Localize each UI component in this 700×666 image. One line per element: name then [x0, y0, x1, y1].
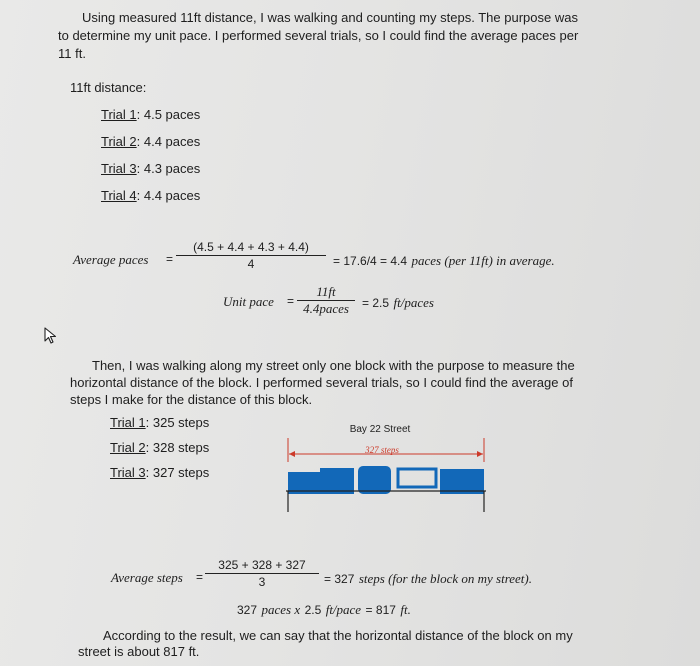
- trial-label: Trial 1: [101, 107, 137, 122]
- pace-trial-4: [101, 187, 200, 204]
- step-trial-3: [110, 464, 209, 481]
- street-block-diagram: [280, 418, 492, 516]
- arrow-left-head: [289, 451, 295, 457]
- trial-value: : 4.5 paces: [136, 107, 201, 122]
- calc-paces-x: paces x: [261, 602, 301, 617]
- distance-heading: 11ft distance:: [70, 80, 147, 95]
- avg-paces-result-text: paces (per 11ft) in average.: [411, 253, 555, 268]
- building-2: [320, 468, 354, 494]
- avg-steps-label: Average steps: [111, 570, 183, 585]
- building-3: [358, 466, 391, 494]
- avg-paces-label: Average paces: [73, 252, 149, 267]
- calc-result: = 817: [365, 603, 396, 617]
- intro-line-1: Using measured 11ft distance, I was walking and counting my steps. The purpose was: [82, 10, 578, 25]
- unit-pace-result-value: = 2.5: [362, 296, 390, 310]
- trial-value: : 325 steps: [145, 415, 210, 430]
- avg-steps-equals: =: [196, 570, 204, 584]
- steps-distance-label: 327 steps: [365, 445, 399, 455]
- trial-value: : 328 steps: [145, 440, 210, 455]
- calc-unit-pace: 2.5: [304, 603, 322, 617]
- avg-paces-fraction: [176, 239, 326, 272]
- street-name-label: Bay 22 Street: [349, 424, 411, 435]
- block-line-3: steps I make for the distance of this block.: [70, 392, 313, 407]
- avg-steps-fraction: [205, 557, 319, 590]
- conclusion-line-1: According to the result, we can say that the horizontal distance of the block on my: [103, 628, 573, 643]
- trial-label: Trial 3: [101, 161, 137, 176]
- pace-trial-1: [101, 106, 200, 123]
- trial-label: Trial 1: [110, 415, 146, 430]
- unit-pace-label: Unit pace: [223, 294, 274, 309]
- avg-steps-result: [324, 570, 532, 588]
- intro-line-3: 11 ft.: [58, 46, 86, 61]
- distance-calculation: [237, 601, 411, 619]
- calc-steps: 327: [237, 603, 258, 617]
- unit-pace-equals: =: [287, 294, 295, 308]
- fraction-denominator: 4.4paces: [303, 301, 349, 316]
- step-trial-1: [110, 414, 209, 431]
- trial-value: : 327 steps: [145, 465, 210, 480]
- fraction-denominator: 3: [258, 575, 266, 589]
- pace-trial-2: [101, 133, 200, 150]
- trial-label: Trial 4: [101, 188, 137, 203]
- intro-line-2: to determine my unit pace. I performed several trials, so I could find the average paces per: [58, 28, 579, 43]
- arrow-right-head: [477, 451, 483, 457]
- trial-value: : 4.3 paces: [136, 161, 201, 176]
- trial-label: Trial 3: [110, 465, 146, 480]
- avg-paces-equals: =: [166, 252, 174, 266]
- fraction-numerator: 11ft: [297, 284, 355, 301]
- block-line-1: Then, I was walking along my street only one block with the purpose to measure the: [92, 358, 575, 373]
- fraction-denominator: 4: [247, 257, 255, 271]
- building-4-outline: [398, 469, 436, 487]
- trial-label: Trial 2: [101, 134, 137, 149]
- conclusion-line-2: street is about 817 ft.: [78, 644, 200, 659]
- avg-paces-result-value: = 17.6/4 = 4.4: [333, 254, 408, 268]
- building-5: [440, 469, 484, 494]
- trial-value: : 4.4 paces: [136, 134, 201, 149]
- unit-pace-result-text: ft/paces: [393, 295, 434, 310]
- trial-label: Trial 2: [110, 440, 146, 455]
- block-line-2: horizontal distance of the block. I performed several trials, so I could find the average of: [70, 375, 573, 390]
- trial-value: : 4.4 paces: [136, 188, 201, 203]
- unit-pace-fraction: [297, 284, 355, 317]
- fraction-numerator: 325 + 328 + 327: [205, 557, 319, 574]
- calc-unit: ft/pace: [325, 602, 362, 617]
- calc-result-unit: ft.: [400, 602, 411, 617]
- unit-pace-result: [362, 294, 434, 312]
- pace-trial-3: [101, 160, 200, 177]
- avg-paces-result: [333, 252, 555, 270]
- avg-steps-result-value: = 327: [324, 572, 355, 586]
- mouse-pointer-icon: [44, 327, 58, 345]
- avg-steps-result-text: steps (for the block on my street).: [358, 571, 532, 586]
- step-trial-2: [110, 439, 209, 456]
- fraction-numerator: (4.5 + 4.4 + 4.3 + 4.4): [176, 239, 326, 256]
